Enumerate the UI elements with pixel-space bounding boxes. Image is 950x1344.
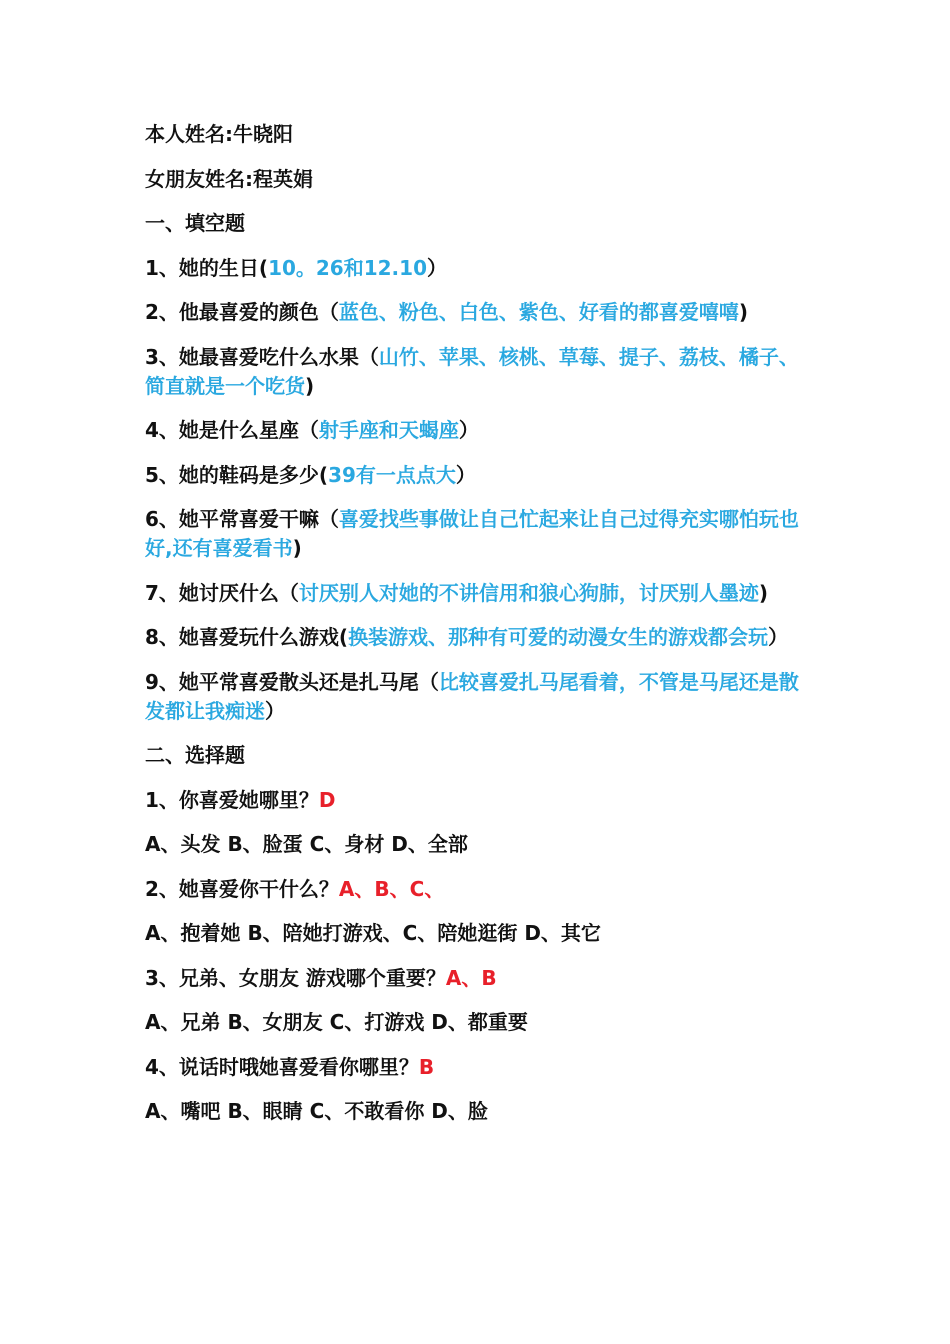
choice-options-2: A、抱着她 B、陪她打游戏、C、陪她逛街 D、其它 xyxy=(145,921,601,945)
fill-question-2 xyxy=(145,298,810,327)
choice-question-1 xyxy=(145,786,810,815)
self-name-value: 牛晓阳 xyxy=(233,122,293,146)
self-name-label: 本人姓名: xyxy=(145,122,233,146)
fill-question-9 xyxy=(145,668,810,726)
fill-question-7 xyxy=(145,579,810,608)
question-text: 6、她平常喜爱干嘛（ xyxy=(145,507,339,531)
document-page xyxy=(145,120,810,1142)
choice-question-2 xyxy=(145,875,810,904)
question-close: ） xyxy=(427,255,447,280)
choice-question-4 xyxy=(145,1053,810,1082)
question-close: ） xyxy=(458,418,479,442)
answer-text: 39有一点点大 xyxy=(328,462,456,487)
question-close: ） xyxy=(455,462,476,487)
self-name-line xyxy=(145,120,810,149)
choice-options-3: A、兄弟 B、女朋友 C、打游戏 D、都重要 xyxy=(145,1010,528,1034)
question-text: 7、她讨厌什么（ xyxy=(145,580,299,605)
section-choice-title: 二、选择题 xyxy=(145,743,245,767)
question-close: ） xyxy=(265,698,285,723)
fill-question-3 xyxy=(145,343,810,401)
fill-question-5 xyxy=(145,461,810,490)
fill-question-8 xyxy=(145,623,810,652)
question-text: 3、兄弟、女朋友 游戏哪个重要？ xyxy=(145,965,446,990)
answer-text: D xyxy=(318,787,336,812)
answer-text: 蓝色、粉色、白色、紫色、好看的都喜爱嘻嘻 xyxy=(338,300,739,324)
question-close: ） xyxy=(768,625,789,649)
answer-text: 换装游戏、那种有可爱的动漫女生的游戏都会玩 xyxy=(348,625,769,649)
fill-question-6 xyxy=(145,505,810,563)
fill-question-1 xyxy=(145,254,810,283)
question-text: 3、她最喜爱吃什么水果（ xyxy=(145,344,379,369)
answer-text: 射手座和天蝎座 xyxy=(318,418,459,442)
question-close: ) xyxy=(738,300,749,324)
answer-text: 比较喜爱扎马尾看着，不管是马尾还是散发都让我痴迷 xyxy=(145,669,799,723)
question-text: 9、她平常喜爱散头还是扎马尾（ xyxy=(145,669,439,694)
fill-question-4 xyxy=(145,416,810,445)
question-close: ) xyxy=(305,373,315,398)
answer-text: B xyxy=(418,1054,435,1079)
question-text: 8、她喜爱玩什么游戏( xyxy=(145,625,349,649)
question-text: 4、她是什么星座（ xyxy=(145,418,319,442)
answer-text: 讨厌别人对她的不讲信用和狼心狗肺，讨厌别人墨迹 xyxy=(298,580,759,605)
section-fill-blank-title: 一、填空题 xyxy=(145,211,245,235)
question-text: 1、你喜爱她哪里？ xyxy=(145,787,319,812)
question-text: 2、他最喜爱的颜色（ xyxy=(145,300,339,324)
answer-text: A、B、C、 xyxy=(338,876,445,901)
question-close: ) xyxy=(292,536,302,560)
question-close: ) xyxy=(758,580,769,605)
question-text: 1、她的生日( xyxy=(145,255,269,280)
girlfriend-name-label: 女朋友姓名: xyxy=(145,166,253,191)
choice-question-3 xyxy=(145,964,810,993)
question-text: 4、说话时哦她喜爱看你哪里？ xyxy=(145,1054,419,1079)
question-text: 5、她的鞋码是多少( xyxy=(145,462,329,487)
answer-text: 10。26和12.10 xyxy=(268,255,427,280)
question-text: 2、她喜爱你干什么？ xyxy=(145,876,339,901)
answer-text: A、B xyxy=(445,965,497,990)
answer-text: 山竹、苹果、核桃、草莓、提子、荔枝、橘子、简直就是一个吃货 xyxy=(145,344,799,398)
choice-options-1: A、头发 B、脸蛋 C、身材 D、全部 xyxy=(145,832,468,856)
girlfriend-name-line xyxy=(145,165,810,194)
choice-options-4: A、嘴吧 B、眼睛 C、不敢看你 D、脸 xyxy=(145,1099,488,1123)
answer-text: 喜爱找些事做让自己忙起来让自己过得充实哪怕玩也好,还有喜爱看书 xyxy=(145,507,799,560)
girlfriend-name-value: 程英娟 xyxy=(253,166,313,191)
